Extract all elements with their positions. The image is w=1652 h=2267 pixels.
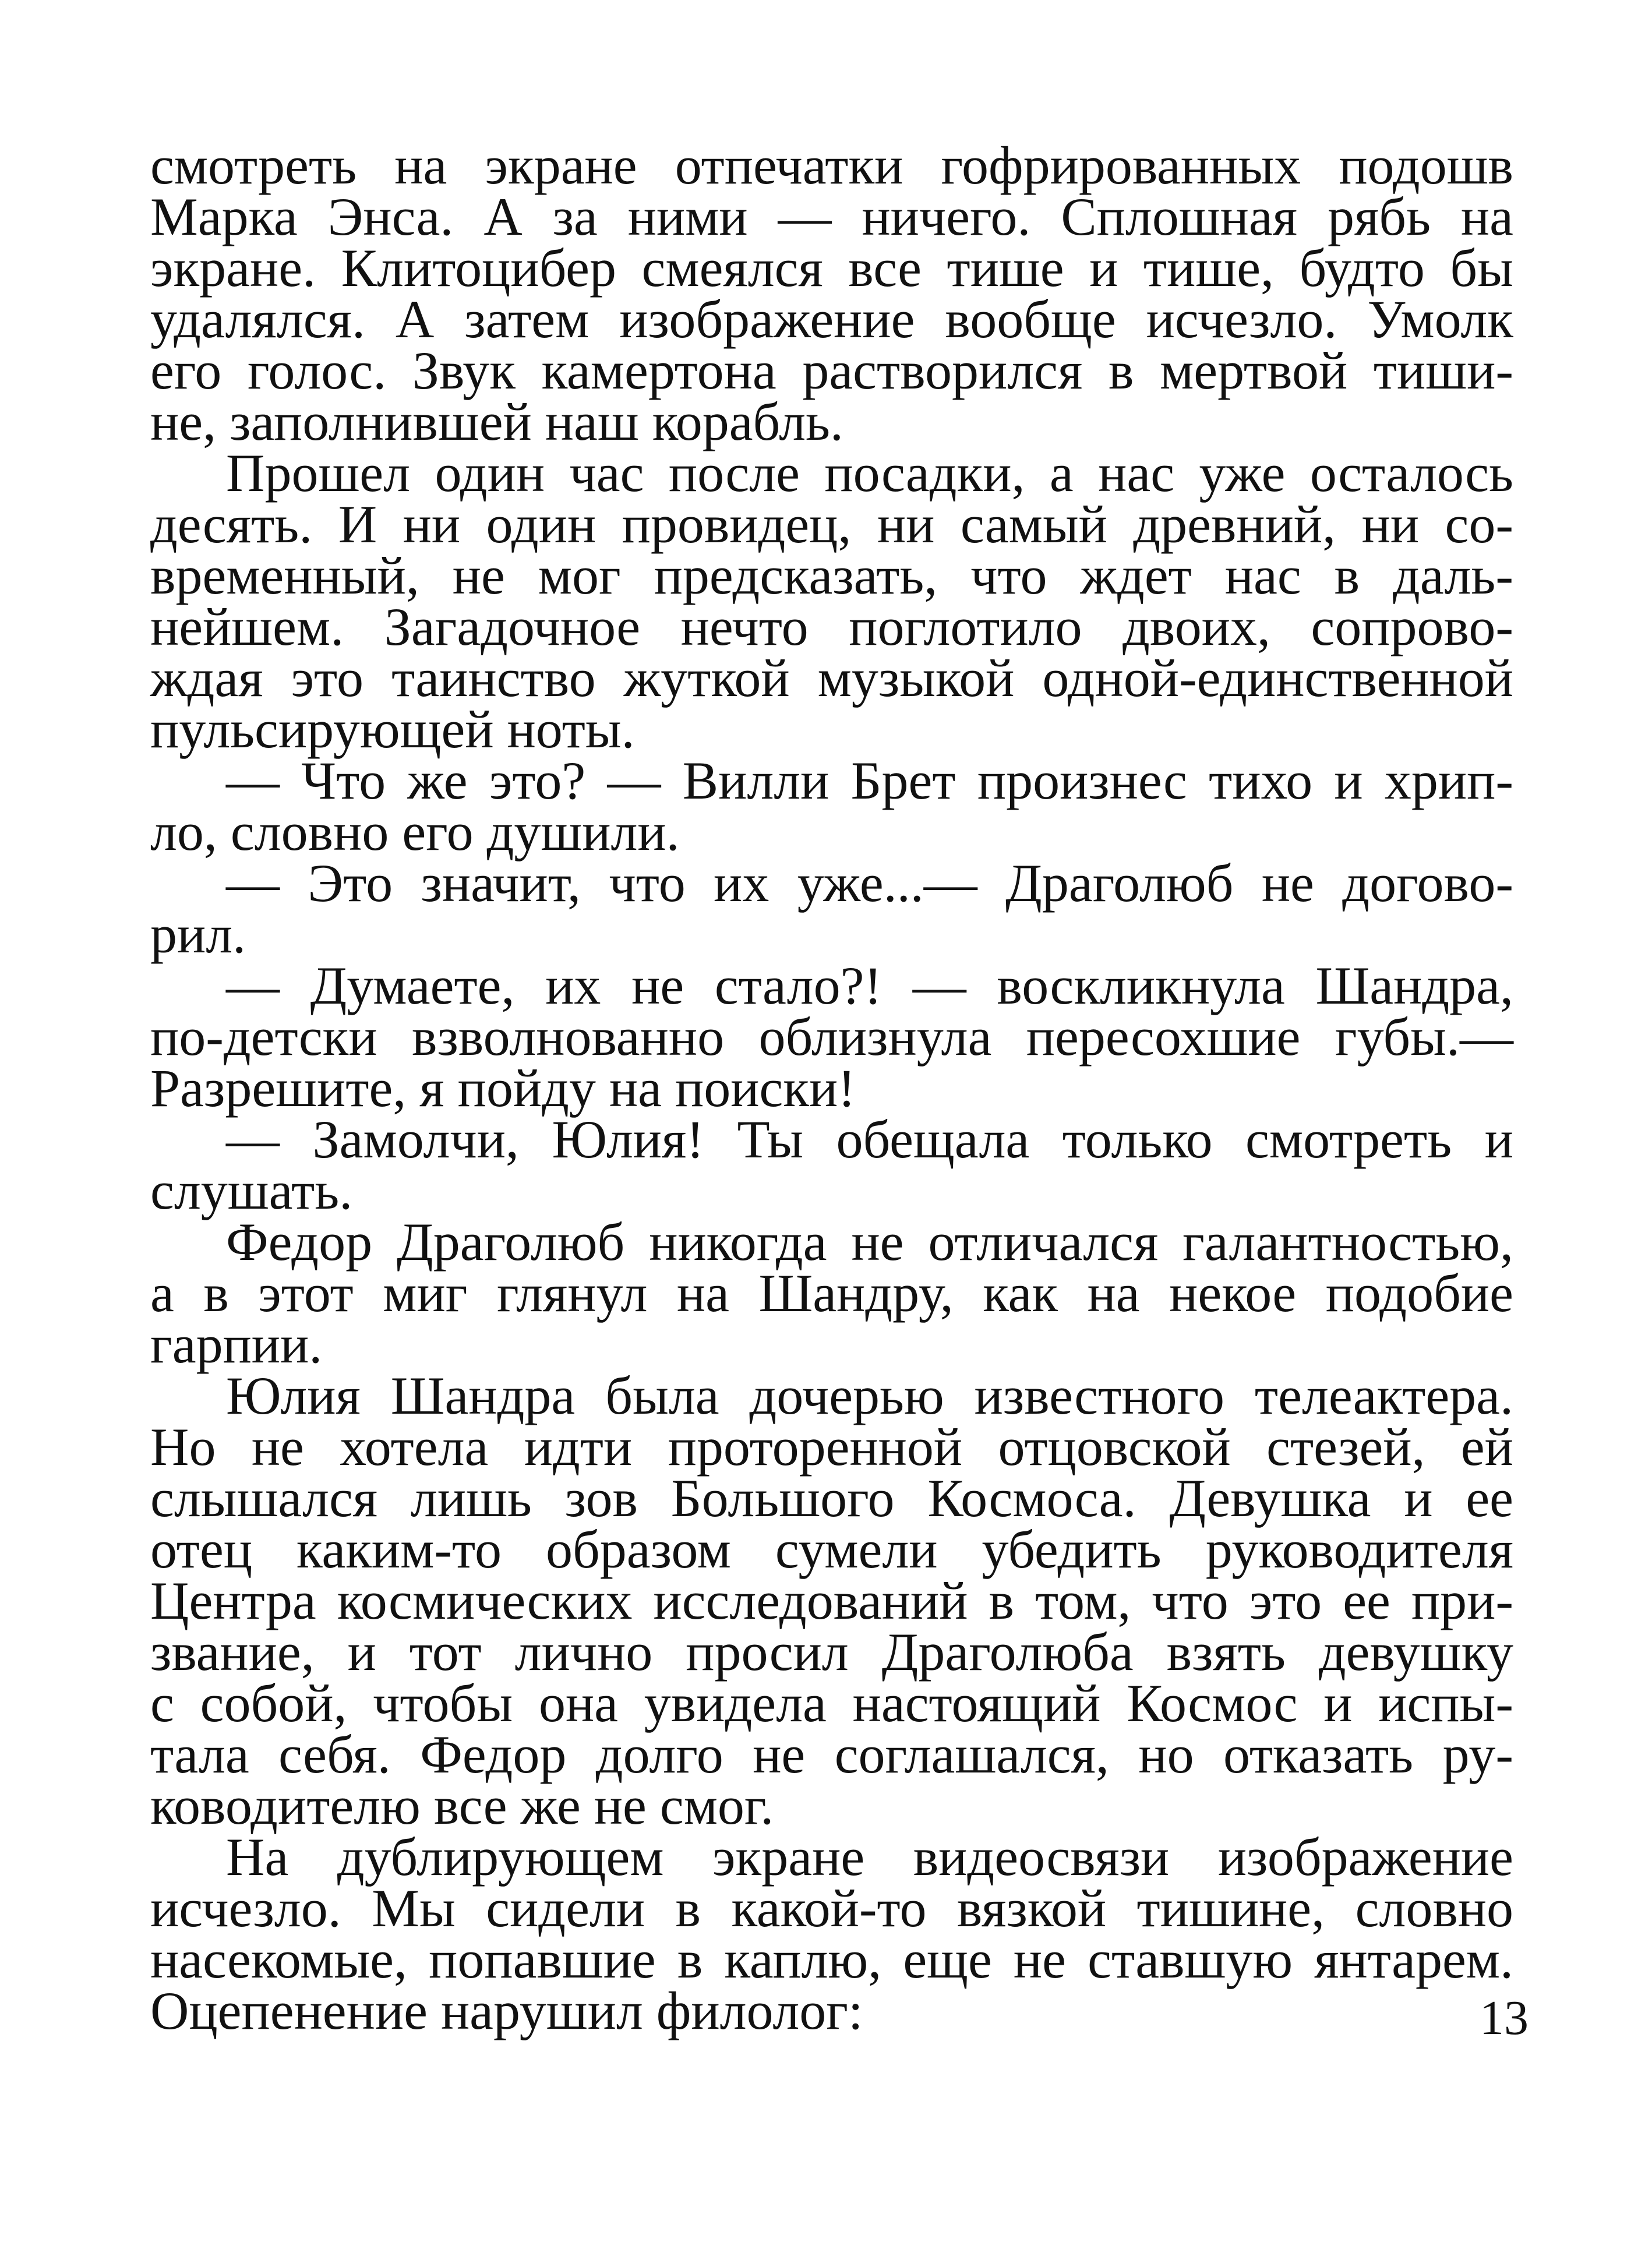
text-line: насекомые, попавшие в каплю, еще не ставшую янтарем. — [150, 1930, 1513, 1989]
text-line: Марка Энса. А за ними — ничего. Сплошная рябь на — [150, 187, 1513, 246]
text-line: Центра космических исследований в том, что это ее при- — [150, 1571, 1513, 1630]
text-line: Оцепенение нарушил филолог: — [150, 1981, 863, 2040]
text-line: десять. И ни один провидец, ни самый древний, ни со- — [150, 495, 1513, 554]
text-line: временный, не мог предсказать, что ждет нас в даль- — [150, 546, 1513, 605]
page-number: 13 — [1480, 1991, 1529, 2045]
text-line: с собой, чтобы она увидела настоящий Космос и испы- — [150, 1673, 1513, 1733]
text-line: удалялся. А затем изображение вообще исчезло. Умолк — [150, 289, 1513, 349]
text-line: тала себя. Федор долго не соглашался, но отказать ру- — [150, 1725, 1513, 1784]
text-line: ло, словно его душили. — [150, 802, 680, 861]
text-line: экране. Клитоцибер смеялся все тише и тише, будто бы — [150, 238, 1513, 298]
text-line: ждая это таинство жуткой музыкой одной-единственной — [150, 648, 1513, 708]
body-text — [150, 136, 1513, 2040]
text-line: На дублирующем экране видеосвязи изображение — [226, 1827, 1513, 1887]
text-line: Но не хотела идти проторенной отцовской стезей, ей — [150, 1417, 1513, 1477]
text-line: — Думаете, их не стало?! — воскликнула Шандра, — [226, 956, 1513, 1015]
text-line: ководителю все же не смог. — [150, 1776, 774, 1835]
text-line: слышался лишь зов Большого Космоса. Девушка и ее — [150, 1468, 1513, 1528]
text-line: слушать. — [150, 1161, 353, 1220]
text-line: а в этот миг глянул на Шандру, как на некое подобие — [150, 1263, 1513, 1323]
text-line: звание, и тот лично просил Драголюба взять девушку — [150, 1622, 1513, 1682]
text-line: — Это значит, что их уже...— Драголюб не догово- — [226, 853, 1513, 913]
text-line: по-детски взволнованно облизнула пересохшие губы.— — [150, 1007, 1513, 1067]
text-line: пульсирующей ноты. — [150, 700, 635, 759]
text-line: исчезло. Мы сидели в какой-то вязкой тишине, словно — [150, 1878, 1513, 1938]
text-line: не, заполнившей наш корабль. — [150, 392, 843, 451]
text-line: смотреть на экране отпечатки гофрированных подошв — [150, 136, 1513, 195]
text-line: Прошел один час после посадки, а нас уже осталось — [226, 443, 1513, 503]
text-line: гарпии. — [150, 1315, 323, 1374]
text-line: Юлия Шандра была дочерью известного телеактера. — [226, 1366, 1513, 1425]
text-line: отец каким-то образом сумели убедить руководителя — [150, 1520, 1513, 1579]
text-line: его голос. Звук камертона растворился в мертвой тиши- — [150, 341, 1513, 400]
text-line: Разрешите, я пойду на поиски! — [150, 1058, 856, 1118]
text-line: — Что же это? — Вилли Брет произнес тихо и хрип- — [226, 751, 1513, 810]
text-line: рил. — [150, 905, 246, 964]
text-line: — Замолчи, Юлия! Ты обещала только смотреть и — [226, 1110, 1513, 1169]
text-line: нейшем. Загадочное нечто поглотило двоих, сопрово- — [150, 597, 1513, 656]
text-line: Федор Драголюб никогда не отличался галантностью, — [226, 1212, 1513, 1272]
